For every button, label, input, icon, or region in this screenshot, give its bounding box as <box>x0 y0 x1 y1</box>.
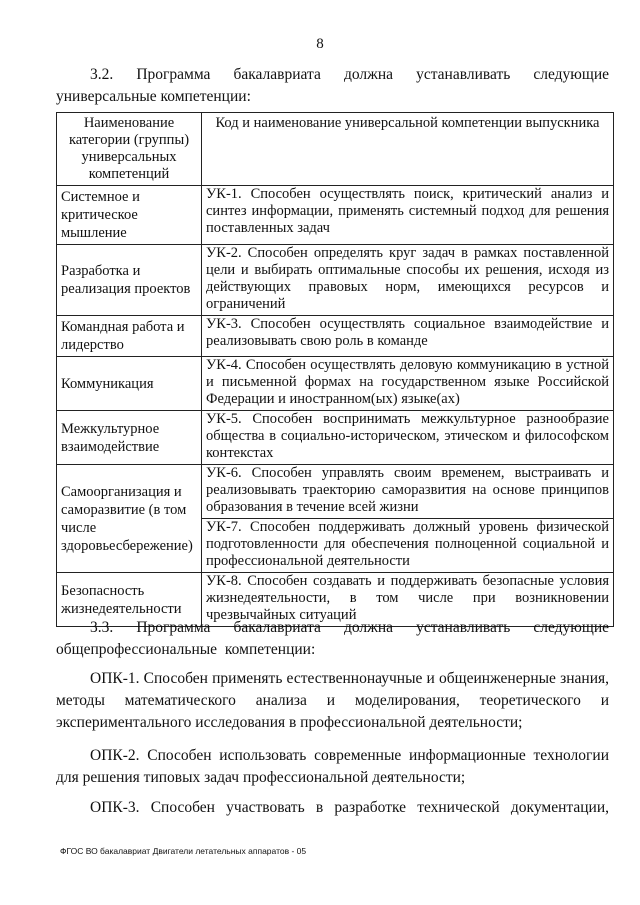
opk-2-paragraph: ОПК-2. Способен использовать современные информационные технологии для решения типовых задач профессиональной деятельности; <box>56 747 609 786</box>
competence-cell: УК-8. Способен создавать и поддерживать безопасные условия жизнедеятельности, в том числе при возникновении чрезвычайных ситуаций <box>202 573 614 627</box>
category-cell: Командная работа и лидерство <box>57 316 202 357</box>
category-cell: Системное и критическое мышление <box>57 186 202 245</box>
footer-text: ФГОС ВО бакалавриат Двигатели летательных аппаратов - 05 <box>60 846 307 856</box>
table-row <box>57 245 614 316</box>
page-number: 8 <box>316 36 324 52</box>
table-row <box>57 357 614 411</box>
category-cell: Коммуникация <box>57 357 202 411</box>
intro-paragraph: 3.2. Программа бакалавриата должна устанавливать следующие универсальные компетенции: <box>56 66 609 105</box>
table-row <box>57 186 614 245</box>
header-competence: Код и наименование универсальной компетенции выпускника <box>202 113 614 186</box>
competence-cell: УК-2. Способен определять круг задач в рамках поставленной цели и выбирать оптимальные способы их решения, исходя из действующих правовых норм, имеющихся ресурсов и ограничений <box>202 245 614 316</box>
competence-cell: УК-1. Способен осуществлять поиск, критический анализ и синтез информации, применять системный подход для решения поставленных задач <box>202 186 614 245</box>
category-cell: Самоорганизация и саморазвитие (в том числе здоровьесбережение) <box>57 465 202 573</box>
opk-3-paragraph: ОПК-3. Способен участвовать в разработке технической документации, <box>90 799 609 816</box>
opk-1-paragraph: ОПК-1. Способен применять естественнонаучные и общеинженерные знания, методы математического анализа и моделирования, теоретического и экспериментального исследования в профессиональной деятельности; <box>56 670 609 731</box>
category-cell: Разработка и реализация проектов <box>57 245 202 316</box>
category-cell: Межкультурное взаимодействие <box>57 411 202 465</box>
competence-cell: УК-4. Способен осуществлять деловую коммуникацию в устной и письменной формах на государственном языке Российской Федерации и иностранном(ых) языке(ах) <box>202 357 614 411</box>
category-cell: Безопасность жизнедеятельности <box>57 573 202 627</box>
section-3-3-paragraph: 3.3. Программа бакалавриата должна устанавливать следующие общепрофессиональные компетенции: <box>56 619 609 658</box>
table-row <box>57 465 614 519</box>
header-category: Наименование категории (группы) универсальных компетенций <box>57 113 202 186</box>
competence-cell: УК-7. Способен поддерживать должный уровень физической подготовленности для обеспечения полноценной социальной и профессиональной деятельности <box>202 519 614 573</box>
competence-cell: УК-6. Способен управлять своим временем, выстраивать и реализовывать траекторию саморазвития на основе принципов образования в течение всей жизни <box>202 465 614 519</box>
table-header-row <box>57 113 614 186</box>
competence-cell: УК-3. Способен осуществлять социальное взаимодействие и реализовывать свою роль в команде <box>202 316 614 357</box>
table-row <box>57 316 614 357</box>
table-row <box>57 411 614 465</box>
competencies-table <box>56 112 614 627</box>
competence-cell: УК-5. Способен воспринимать межкультурное разнообразие общества в социально-историческом, этическом и философском контекстах <box>202 411 614 465</box>
